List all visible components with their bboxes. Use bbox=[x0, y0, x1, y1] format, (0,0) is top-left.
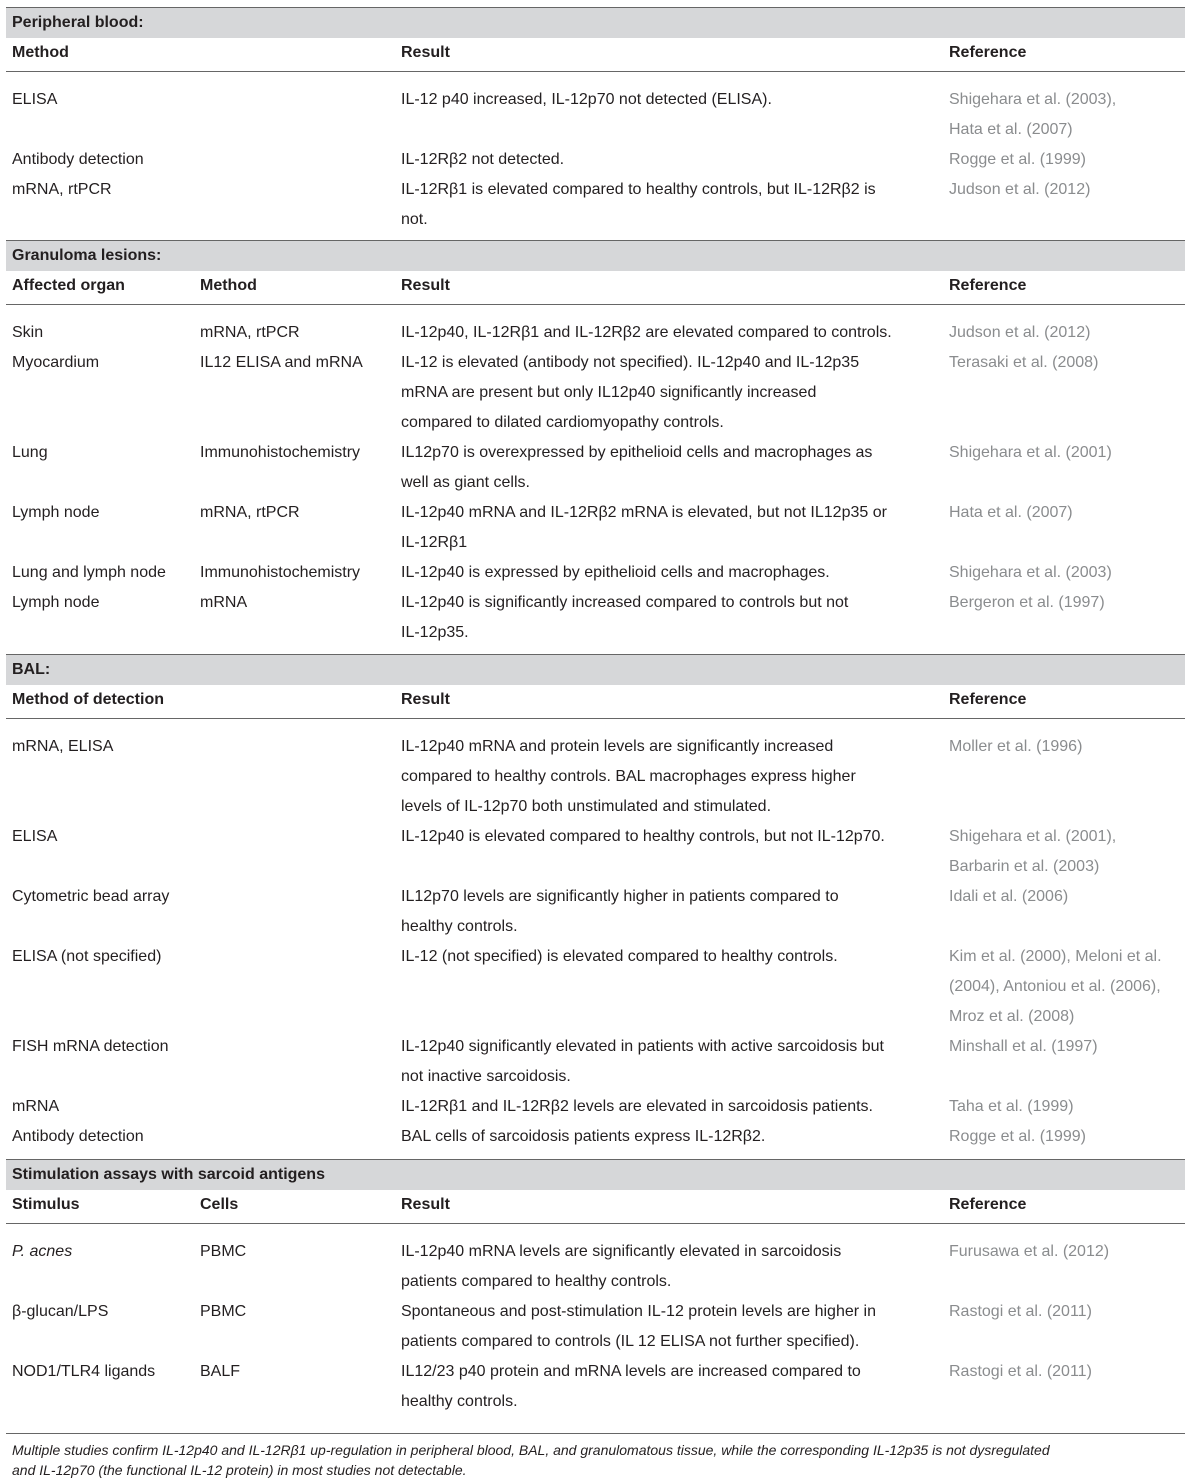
table-rule bbox=[6, 1433, 1185, 1434]
cell-result-line: IL-12p40 mRNA levels are significantly elevated in sarcoidosis bbox=[401, 1243, 842, 1260]
cell-second: IL12 ELISA and mRNA bbox=[200, 354, 363, 371]
cell-reference-line: Rogge et al. (1999) bbox=[949, 1128, 1086, 1145]
section-title: BAL: bbox=[12, 661, 51, 678]
cell-result-line: IL-12p40 is expressed by epithelioid cells and macrophages. bbox=[401, 564, 830, 581]
cell-first: Antibody detection bbox=[12, 151, 144, 168]
cell-result-line: IL-12p40 mRNA and protein levels are significantly increased bbox=[401, 738, 834, 755]
section-band bbox=[6, 655, 1185, 685]
footnote-line: Multiple studies confirm IL-12p40 and IL-12Rβ1 up-regulation in peripheral blood, BAL, and granulomatous tissue, while the corresponding IL-12p35 is not dysregulated bbox=[12, 1442, 1050, 1458]
cell-reference-line: Rogge et al. (1999) bbox=[949, 151, 1086, 168]
cell-result-line: IL-12Rβ1 is elevated compared to healthy controls, but IL-12Rβ2 is bbox=[401, 181, 876, 198]
cell-reference-line: Shigehara et al. (2001), bbox=[949, 828, 1117, 845]
cell-reference-line: Hata et al. (2007) bbox=[949, 504, 1073, 521]
cell-reference-line: Minshall et al. (1997) bbox=[949, 1038, 1098, 1055]
column-header: Affected organ bbox=[12, 277, 125, 294]
cell-first: Antibody detection bbox=[12, 1128, 144, 1145]
cell-result-line: IL-12 is elevated (antibody not specified). IL-12p40 and IL-12p35 bbox=[401, 354, 860, 371]
cell-first: P. acnes bbox=[12, 1243, 73, 1260]
cell-result-line: IL-12Rβ1 bbox=[401, 534, 468, 551]
cell-first: mRNA bbox=[12, 1098, 60, 1115]
cell-second: mRNA bbox=[200, 594, 248, 611]
cell-second: mRNA, rtPCR bbox=[200, 324, 300, 341]
cell-reference-line: Mroz et al. (2008) bbox=[949, 1008, 1075, 1025]
cell-result-line: IL12/23 p40 protein and mRNA levels are increased compared to bbox=[401, 1363, 861, 1380]
cell-result-line: IL-12 (not specified) is elevated compared to healthy controls. bbox=[401, 948, 838, 965]
column-header: Result bbox=[401, 44, 450, 61]
section-band bbox=[6, 241, 1185, 271]
cell-result-line: IL-12p40 mRNA and IL-12Rβ2 mRNA is elevated, but not IL12p35 or bbox=[401, 504, 887, 521]
cell-first: Lymph node bbox=[12, 504, 100, 521]
cell-result-line: compared to healthy controls. BAL macrophages express higher bbox=[401, 768, 856, 785]
cell-first: β-glucan/LPS bbox=[12, 1303, 109, 1320]
column-header: Reference bbox=[949, 44, 1027, 61]
section-title: Peripheral blood: bbox=[12, 14, 144, 31]
cell-reference-line: Judson et al. (2012) bbox=[949, 324, 1091, 341]
cell-second: Immunohistochemistry bbox=[200, 564, 361, 581]
cell-result-line: well as giant cells. bbox=[401, 474, 530, 491]
table-rule bbox=[6, 1223, 1185, 1224]
cell-result-line: IL12p70 is overexpressed by epithelioid cells and macrophages as bbox=[401, 444, 873, 461]
cell-reference-line: Taha et al. (1999) bbox=[949, 1098, 1074, 1115]
table-rule bbox=[6, 71, 1185, 72]
cell-reference-line: Kim et al. (2000), Meloni et al. bbox=[949, 948, 1162, 965]
cell-result-line: IL-12Rβ2 not detected. bbox=[401, 151, 565, 168]
cell-result-line: healthy controls. bbox=[401, 918, 518, 935]
cell-result-line: not. bbox=[401, 211, 428, 228]
cell-result-line: IL-12Rβ1 and IL-12Rβ2 levels are elevated in sarcoidosis patients. bbox=[401, 1098, 873, 1115]
cell-reference-line: Moller et al. (1996) bbox=[949, 738, 1083, 755]
cell-result-line: IL-12p40 is elevated compared to healthy controls, but not IL-12p70. bbox=[401, 828, 885, 845]
cell-result-line: patients compared to controls (IL 12 ELISA not further specified). bbox=[401, 1333, 860, 1350]
cell-result-line: compared to dilated cardiomyopathy controls. bbox=[401, 414, 724, 431]
cell-reference-line: Rastogi et al. (2011) bbox=[949, 1363, 1092, 1380]
cell-first: Myocardium bbox=[12, 354, 100, 371]
cell-first: Lung and lymph node bbox=[12, 564, 166, 581]
cell-second: Immunohistochemistry bbox=[200, 444, 361, 461]
cell-result-line: mRNA are present but only IL12p40 significantly increased bbox=[401, 384, 817, 401]
table-footnote bbox=[12, 1440, 1192, 1480]
cell-first: FISH mRNA detection bbox=[12, 1038, 169, 1055]
cell-second: PBMC bbox=[200, 1303, 247, 1320]
cell-first: Lung bbox=[12, 444, 48, 461]
cell-result-line: healthy controls. bbox=[401, 1393, 518, 1410]
column-header: Cells bbox=[200, 1196, 239, 1213]
column-header: Reference bbox=[949, 1196, 1027, 1213]
cell-reference-line: (2004), Antoniou et al. (2006), bbox=[949, 978, 1161, 995]
column-header: Method bbox=[12, 44, 69, 61]
cell-second: PBMC bbox=[200, 1243, 247, 1260]
cell-reference-line: Shigehara et al. (2003), bbox=[949, 91, 1117, 108]
cell-reference-line: Bergeron et al. (1997) bbox=[949, 594, 1105, 611]
cell-reference-line: Shigehara et al. (2001) bbox=[949, 444, 1112, 461]
cell-result-line: IL12p70 levels are significantly higher in patients compared to bbox=[401, 888, 839, 905]
cell-first: mRNA, rtPCR bbox=[12, 181, 112, 198]
column-header: Reference bbox=[949, 691, 1027, 708]
cell-result-line: BAL cells of sarcoidosis patients express IL-12Rβ2. bbox=[401, 1128, 766, 1145]
cell-result-line: not inactive sarcoidosis. bbox=[401, 1068, 571, 1085]
section-band bbox=[6, 8, 1185, 38]
column-header: Stimulus bbox=[12, 1196, 80, 1213]
cell-reference-line: Terasaki et al. (2008) bbox=[949, 354, 1099, 371]
footnote-line: and IL-12p70 (the functional IL-12 protein) in most studies not detectable. bbox=[12, 1462, 467, 1478]
cell-first: ELISA (not specified) bbox=[12, 948, 162, 965]
cell-result-line: levels of IL-12p70 both unstimulated and stimulated. bbox=[401, 798, 772, 815]
column-header: Method bbox=[200, 277, 257, 294]
cell-result-line: IL-12 p40 increased, IL-12p70 not detected (ELISA). bbox=[401, 91, 772, 108]
cell-reference-line: Barbarin et al. (2003) bbox=[949, 858, 1100, 875]
cell-first: Skin bbox=[12, 324, 44, 341]
cell-first: NOD1/TLR4 ligands bbox=[12, 1363, 156, 1380]
cell-reference-line: Furusawa et al. (2012) bbox=[949, 1243, 1110, 1260]
cell-second: mRNA, rtPCR bbox=[200, 504, 300, 521]
cell-first: ELISA bbox=[12, 91, 58, 108]
cell-reference-line: Judson et al. (2012) bbox=[949, 181, 1091, 198]
cell-result-line: IL-12p40, IL-12Rβ1 and IL-12Rβ2 are elevated compared to controls. bbox=[401, 324, 892, 341]
column-header: Result bbox=[401, 277, 450, 294]
cell-result-line: patients compared to healthy controls. bbox=[401, 1273, 672, 1290]
cell-reference-line: Shigehara et al. (2003) bbox=[949, 564, 1112, 581]
cell-first: Lymph node bbox=[12, 594, 100, 611]
cell-first: mRNA, ELISA bbox=[12, 738, 114, 755]
cell-result-line: Spontaneous and post-stimulation IL-12 protein levels are higher in bbox=[401, 1303, 876, 1320]
table-rule bbox=[6, 304, 1185, 305]
cell-reference-line: Idali et al. (2006) bbox=[949, 888, 1069, 905]
table-rule bbox=[6, 718, 1185, 719]
cell-first: ELISA bbox=[12, 828, 58, 845]
cell-reference-line: Rastogi et al. (2011) bbox=[949, 1303, 1092, 1320]
cell-second: BALF bbox=[200, 1363, 241, 1380]
column-header: Result bbox=[401, 1196, 450, 1213]
cell-result-line: IL-12p35. bbox=[401, 624, 469, 641]
cell-result-line: IL-12p40 significantly elevated in patients with active sarcoidosis but bbox=[401, 1038, 884, 1055]
cell-first: Cytometric bead array bbox=[12, 888, 170, 905]
section-title: Stimulation assays with sarcoid antigens bbox=[12, 1166, 325, 1183]
column-header: Method of detection bbox=[12, 691, 164, 708]
section-title: Granuloma lesions: bbox=[12, 247, 162, 264]
cell-reference-line: Hata et al. (2007) bbox=[949, 121, 1073, 138]
cell-result-line: IL-12p40 is significantly increased compared to controls but not bbox=[401, 594, 849, 611]
column-header: Reference bbox=[949, 277, 1027, 294]
column-header: Result bbox=[401, 691, 450, 708]
